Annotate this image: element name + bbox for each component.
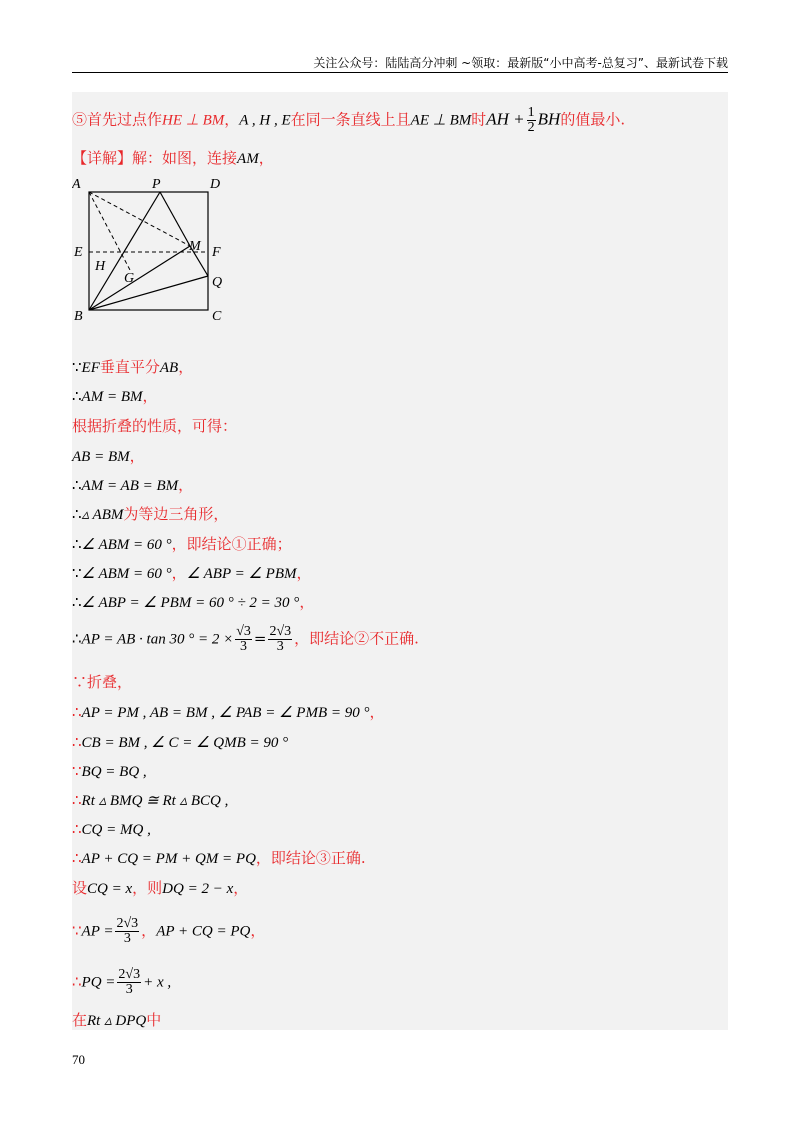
header-divider <box>72 72 728 73</box>
detail-heading-line <box>72 148 274 169</box>
step-17 <box>72 848 366 869</box>
text: ， <box>233 879 249 897</box>
symbol: ∴ <box>72 535 82 553</box>
solution-content <box>72 92 728 1030</box>
label-F: F <box>212 245 221 260</box>
step-5 <box>72 475 193 496</box>
math: ∠ ABM = 60 ° <box>81 566 172 582</box>
text: 设 <box>72 879 88 897</box>
symbol: ∴ <box>72 593 82 611</box>
step-21 <box>72 1010 161 1031</box>
text: 垂直平分 <box>99 358 160 376</box>
math: AB <box>159 360 179 376</box>
symbol: ∴ <box>72 505 82 523</box>
text: ， <box>141 921 157 940</box>
math: EF <box>81 360 100 376</box>
numerator: 2√3 <box>118 967 141 982</box>
step-7 <box>72 534 292 555</box>
label-D: D <box>210 177 221 192</box>
step-16 <box>72 819 151 840</box>
label-H: H <box>95 259 106 274</box>
denominator: 3 <box>240 639 248 654</box>
denominator: 3 <box>123 931 131 946</box>
step-6 <box>72 504 228 525</box>
step-10 <box>72 625 419 654</box>
symbol: ∴ <box>72 629 82 648</box>
step-12 <box>72 702 385 723</box>
math: BQ = BQ , <box>81 764 147 780</box>
symbol: ∴ <box>72 733 82 751</box>
geometry-figure <box>72 174 232 322</box>
step-20 <box>72 968 171 997</box>
text: ， <box>129 447 145 465</box>
text: ， <box>178 476 194 494</box>
symbol: ∴ <box>72 476 82 494</box>
text: ，即结论③正确. <box>255 849 366 867</box>
hint-line-5 <box>72 106 625 135</box>
denominator: 3 <box>276 639 284 654</box>
math: DQ = 2 − x <box>162 881 234 897</box>
denominator: 2 <box>527 120 535 135</box>
text: ， <box>369 703 385 721</box>
step-15 <box>72 790 228 811</box>
math: HE ⊥ BM <box>162 112 225 129</box>
math: Rt ▵ BMQ ≅ Rt ▵ BCQ , <box>81 793 229 809</box>
text: 的值最小. <box>560 110 626 129</box>
text: ，即结论②不正确. <box>294 629 419 648</box>
text: ， <box>258 149 274 167</box>
math: PQ = <box>81 974 116 991</box>
math: CQ = MQ , <box>81 822 151 838</box>
math: Rt ▵ DPQ <box>87 1013 147 1029</box>
label-G: G <box>124 271 135 286</box>
math: AP = PM , AB = BM , ∠ PAB = ∠ PMB = 90 ° <box>81 705 370 721</box>
text: ，则 <box>132 879 163 897</box>
math: AP = <box>81 923 114 940</box>
label-E: E <box>74 245 83 260</box>
step-2 <box>72 386 158 407</box>
math: A , H , E <box>239 112 291 129</box>
symbol: ∴ <box>72 972 82 991</box>
symbol: = <box>253 629 267 648</box>
text: ， <box>299 593 315 611</box>
text: 在同一条直线上且 <box>290 110 411 129</box>
page-number: 70 <box>72 1052 85 1067</box>
symbol: ∵ <box>72 673 88 691</box>
step-13 <box>72 732 288 753</box>
step-3 <box>72 416 237 436</box>
fraction-sqrt3-over-3 <box>235 625 252 654</box>
text: ， <box>296 564 312 582</box>
step-9 <box>72 592 314 613</box>
symbol: ∴ <box>72 387 82 405</box>
math: + x , <box>143 974 172 991</box>
text: ， <box>171 564 187 582</box>
numerator: 2√3 <box>269 624 292 639</box>
math: ▵ ABM <box>81 507 124 523</box>
math: AM = BM <box>81 389 143 405</box>
math: ∠ ABP = ∠ PBM = 60 ° ÷ 2 = 30 ° <box>81 595 300 611</box>
text: ，即结论①正确； <box>171 535 292 553</box>
text: ， <box>250 921 266 940</box>
text: 中 <box>146 1011 162 1029</box>
segment-BM <box>89 246 190 310</box>
text: 时 <box>471 110 487 129</box>
symbol: ∵ <box>72 358 82 376</box>
symbol: ∴ <box>72 849 82 867</box>
fraction-2sqrt3-over-3 <box>115 917 139 946</box>
segment-PM <box>160 192 190 246</box>
symbol: ∴ <box>72 791 82 809</box>
text: 在 <box>72 1011 88 1029</box>
text: 为等边三角形， <box>123 505 229 523</box>
math: ∠ ABP = ∠ PBM <box>186 566 297 582</box>
step-11 <box>72 672 132 692</box>
fraction-2sqrt3-over-3 <box>117 968 141 997</box>
step-1 <box>72 357 193 378</box>
label-Q: Q <box>212 275 223 290</box>
numerator: 2√3 <box>116 916 139 931</box>
math: AM <box>237 151 259 167</box>
symbol: ∵ <box>72 921 82 940</box>
math: AB = BM <box>72 449 130 465</box>
symbol: ∵ <box>72 762 82 780</box>
step-19 <box>72 917 265 946</box>
numerator: 1 <box>527 105 535 120</box>
math: BH <box>537 109 561 129</box>
math: CQ = x <box>87 881 133 897</box>
numerator: √3 <box>236 624 251 639</box>
label-P: P <box>152 177 161 192</box>
text: ⑤首先过点作 <box>72 110 163 129</box>
math: ∠ ABM = 60 ° <box>81 537 172 553</box>
text: ， <box>178 358 194 376</box>
fraction-one-half <box>527 106 536 135</box>
text: ， <box>224 110 240 129</box>
step-8 <box>72 563 312 584</box>
text: 解：如图，连接 <box>132 149 238 167</box>
math: AP + CQ = PM + QM = PQ <box>81 851 256 867</box>
math: AE ⊥ BM <box>410 112 472 129</box>
text: 折叠， <box>87 673 133 691</box>
math: AM = AB = BM <box>81 478 179 494</box>
math: AH + <box>486 109 525 129</box>
label-C: C <box>212 309 222 322</box>
math: AP + CQ = PQ <box>156 923 251 940</box>
symbol: ∵ <box>72 564 82 582</box>
label-A: A <box>72 177 81 192</box>
symbol: ∴ <box>72 703 82 721</box>
label-B: B <box>74 309 83 322</box>
math: AP = AB · tan 30 ° = 2 × <box>81 631 234 648</box>
page-header: 关注公众号：陆陆高分冲刺 ~领取：最新版“小中高考-总复习”、最新试卷下载 <box>313 56 728 70</box>
text: 根据折叠的性质，可得： <box>72 417 238 435</box>
step-4 <box>72 446 145 467</box>
math: CB = BM , ∠ C = ∠ QMB = 90 ° <box>81 735 289 751</box>
step-14 <box>72 761 147 782</box>
label-M: M <box>189 239 201 254</box>
fraction-2sqrt3-over-3 <box>268 625 292 654</box>
denominator: 3 <box>125 982 133 997</box>
step-18 <box>72 878 248 899</box>
detail-label: 【详解】 <box>72 149 133 167</box>
symbol: ∴ <box>72 820 82 838</box>
text: ， <box>142 387 158 405</box>
